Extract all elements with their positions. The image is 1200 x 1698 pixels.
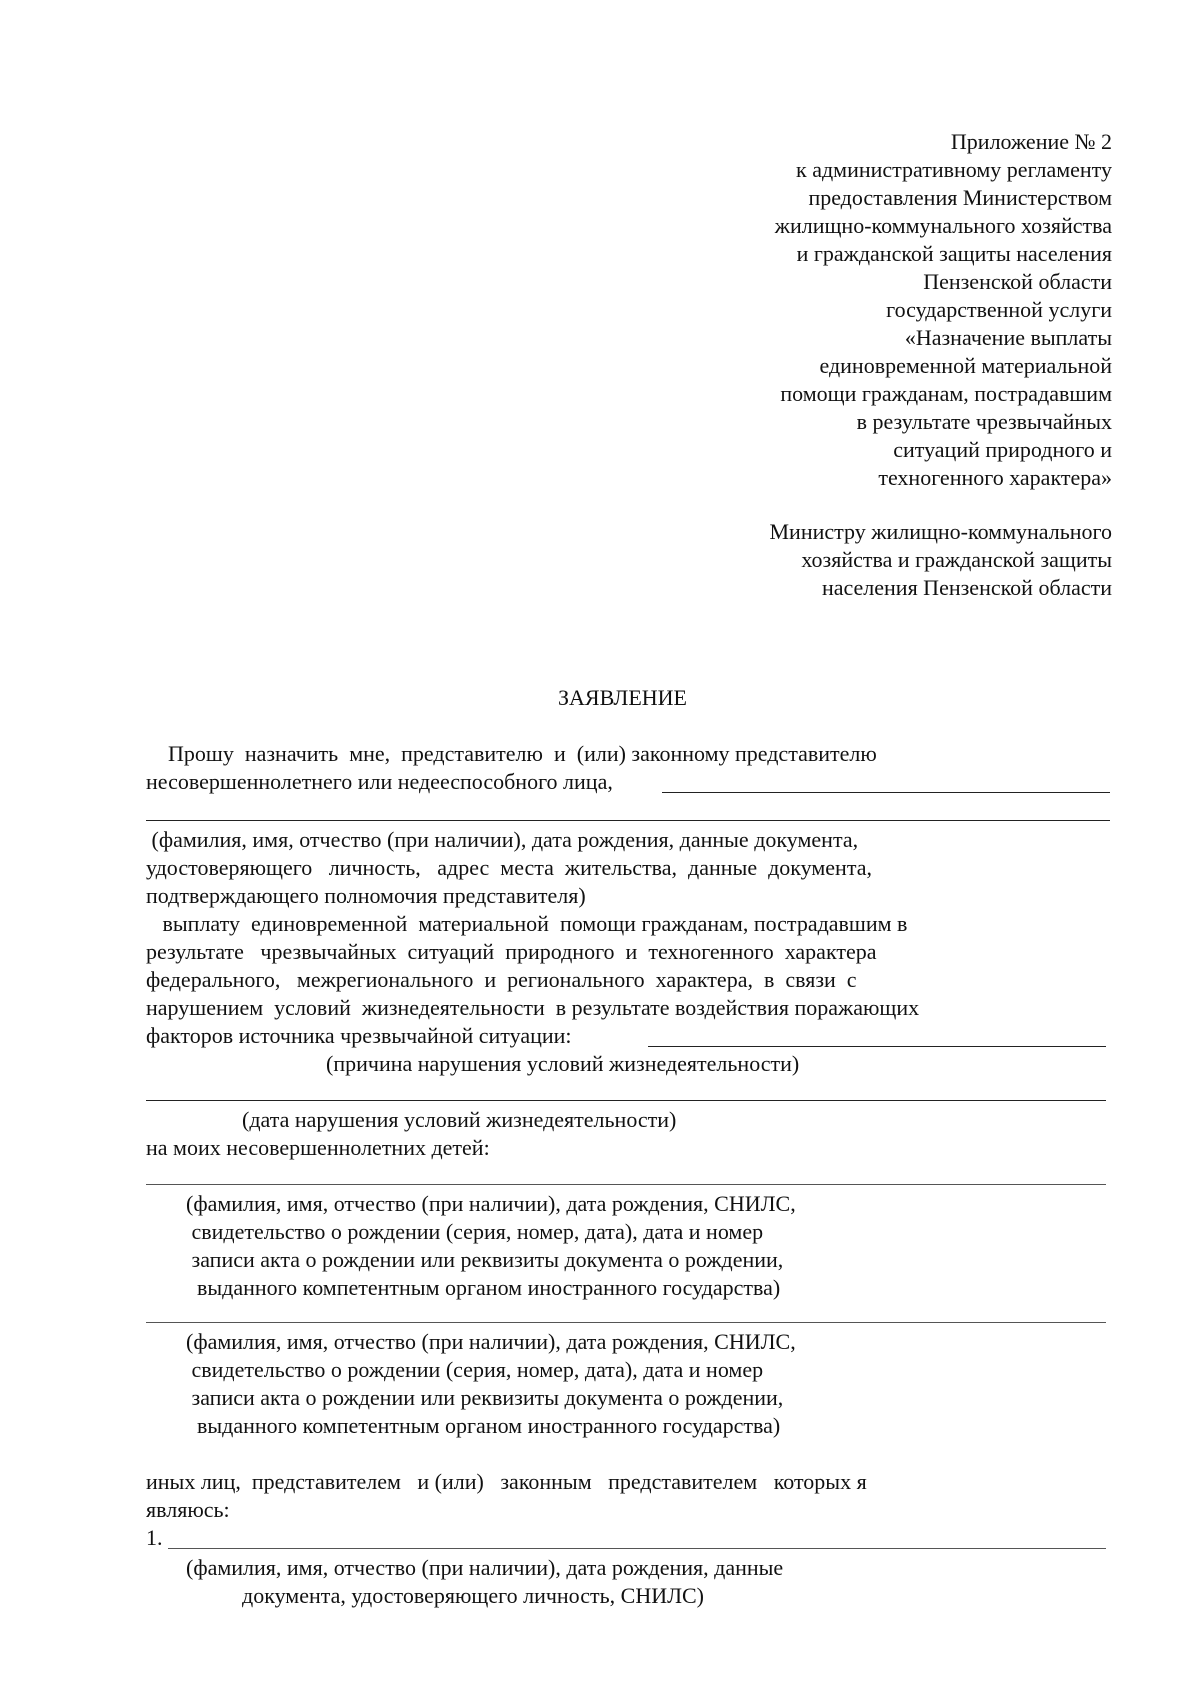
appendix-line: единовременной материальной — [819, 353, 1112, 378]
addressee-line: населения Пензенской области — [821, 575, 1112, 600]
appendix-line: помощи гражданам, пострадавшим — [780, 381, 1112, 406]
child-2-hint-line-3: записи акта о рождении или реквизиты документа о рождении, — [186, 1385, 784, 1410]
appendix-line: Пензенской области — [923, 269, 1112, 294]
item-1-hint-line-2: документа, удостоверяющего личность, СНИЛС) — [242, 1583, 705, 1608]
payment-line-2: результате чрезвычайных ситуаций природного и техногенного характера — [146, 939, 877, 964]
addressee-line: Министру жилищно-коммунального — [769, 519, 1112, 544]
date-field-line[interactable] — [146, 1100, 1106, 1101]
appendix-line: в результате чрезвычайных — [856, 409, 1112, 434]
item-1-number: 1. — [146, 1525, 163, 1550]
others-line-1: иных лиц, представителем и (или) законным представителем которых я — [146, 1469, 867, 1494]
children-intro: на моих несовершеннолетних детей: — [146, 1135, 490, 1160]
appendix-line: к административному регламенту — [796, 157, 1112, 182]
payment-line-5: факторов источника чрезвычайной ситуации: — [146, 1023, 572, 1048]
child-2-field-line[interactable] — [146, 1322, 1106, 1323]
appendix-line: техногенного характера» — [878, 465, 1112, 490]
appendix-line: и гражданской защиты населения — [796, 241, 1112, 266]
applicant-field-line-1[interactable] — [662, 792, 1110, 793]
child-1-hint-line-1: (фамилия, имя, отчество (при наличии), дата рождения, СНИЛС, — [186, 1191, 796, 1216]
appendix-line: жилищно-коммунального хозяйства — [774, 213, 1112, 238]
child-1-hint-line-3: записи акта о рождении или реквизиты документа о рождении, — [186, 1247, 784, 1272]
payment-line-4: нарушением условий жизнедеятельности в результате воздействия поражающих — [146, 995, 920, 1020]
appendix-line: государственной услуги — [886, 297, 1112, 322]
applicant-field-line-2[interactable] — [146, 820, 1110, 821]
addressee-block — [770, 518, 1113, 602]
applicant-hint-line-2: удостоверяющего личность, адрес места жительства, данные документа, — [146, 855, 872, 880]
reason-field-line[interactable] — [648, 1046, 1106, 1047]
child-2-hint-line-1: (фамилия, имя, отчество (при наличии), дата рождения, СНИЛС, — [186, 1329, 796, 1354]
applicant-hint-line-1: (фамилия, имя, отчество (при наличии), дата рождения, данные документа, — [146, 827, 859, 852]
payment-line-3: федерального, межрегионального и регионального характера, в связи с — [146, 967, 857, 992]
appendix-block — [775, 128, 1112, 492]
addressee-line: хозяйства и гражданской защиты — [801, 547, 1112, 572]
item-1-hint-line-1: (фамилия, имя, отчество (при наличии), дата рождения, данные — [186, 1555, 784, 1580]
payment-line-1: выплату единовременной материальной помощи гражданам, пострадавшим в — [146, 911, 908, 936]
applicant-hint-line-3: подтверждающего полномочия представителя) — [146, 883, 586, 908]
appendix-line: предоставления Министерством — [808, 185, 1112, 210]
appendix-line: ситуаций природного и — [893, 437, 1112, 462]
child-1-hint-line-4: выданного компетентным органом иностранного государства) — [186, 1275, 781, 1300]
child-1-hint-line-2: свидетельство о рождении (серия, номер, дата), дата и номер — [186, 1219, 764, 1244]
others-line-2: являюсь: — [146, 1497, 230, 1522]
item-1-field-line[interactable] — [168, 1548, 1106, 1549]
appendix-line: «Назначение выплаты — [904, 325, 1112, 350]
request-line-2: несовершеннолетнего или недееспособного лица, — [146, 769, 613, 794]
date-hint: (дата нарушения условий жизнедеятельности) — [242, 1107, 677, 1132]
reason-hint: (причина нарушения условий жизнедеятельности) — [326, 1051, 800, 1076]
request-line-1: Прошу назначить мне, представителю и (или) законному представителю — [168, 741, 877, 766]
document-title: ЗАЯВЛЕНИЕ — [558, 685, 687, 710]
child-1-field-line[interactable] — [146, 1184, 1106, 1185]
child-2-hint-line-4: выданного компетентным органом иностранного государства) — [186, 1413, 781, 1438]
appendix-line: Приложение № 2 — [950, 129, 1112, 154]
child-2-hint-line-2: свидетельство о рождении (серия, номер, дата), дата и номер — [186, 1357, 764, 1382]
